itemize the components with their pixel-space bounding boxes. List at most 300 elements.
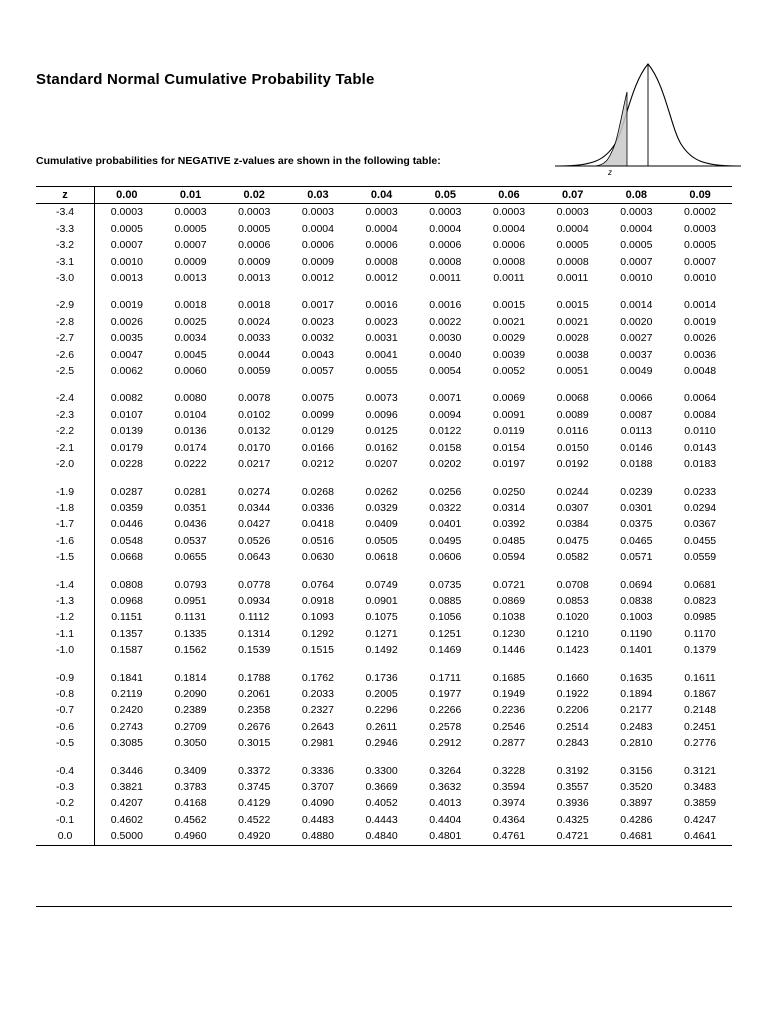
probability-cell: 0.0314 (492, 501, 526, 514)
row-header-z-value: -1.4 (36, 577, 95, 593)
probability-cell: 0.0004 (492, 222, 526, 235)
table-gap-z-cell (36, 752, 95, 763)
probability-cell: 0.0005 (174, 222, 207, 235)
probability-cell: 0.3372 (238, 764, 271, 777)
table-gap-cell (668, 566, 732, 577)
probability-cell: 0.1170 (684, 627, 716, 640)
probability-cell: 0.0006 (301, 239, 334, 252)
table-gap-cell (95, 473, 159, 484)
column-header-002: 0.02 (222, 187, 286, 204)
probability-cell: 0.2611 (365, 720, 398, 733)
probability-cell: 0.1251 (429, 627, 462, 640)
table-row (36, 204, 732, 221)
probability-cell: 0.0125 (365, 425, 398, 438)
table-bottom-rule (36, 906, 732, 907)
probability-cell: 0.0606 (429, 551, 462, 564)
probability-cell: 0.2578 (429, 720, 462, 733)
table-gap-cell (286, 566, 350, 577)
table-row (36, 593, 732, 609)
probability-cell: 0.1314 (238, 627, 271, 640)
probability-cell: 0.0384 (556, 518, 589, 531)
table-row (36, 828, 732, 845)
probability-cell: 0.0013 (238, 272, 271, 285)
probability-cell: 0.1292 (301, 627, 334, 640)
table-gap-cell (286, 752, 350, 763)
probability-cell: 0.1977 (429, 687, 462, 700)
probability-cell: 0.0582 (556, 551, 589, 564)
probability-cell: 0.0516 (301, 534, 334, 547)
probability-cell: 0.0013 (110, 272, 143, 285)
table-gap-cell (477, 566, 541, 577)
probability-cell: 0.0102 (238, 408, 271, 421)
probability-cell: 0.1515 (301, 644, 334, 657)
table-gap-cell (286, 379, 350, 390)
probability-cell: 0.0158 (429, 441, 462, 454)
probability-cell: 0.0526 (238, 534, 271, 547)
probability-cell: 0.2358 (238, 704, 271, 717)
probability-cell: 0.0129 (301, 425, 334, 438)
probability-cell: 0.0681 (684, 578, 717, 591)
table-gap-cell (413, 379, 477, 390)
probability-cell: 0.0004 (620, 222, 653, 235)
row-header-z-value: -0.1 (36, 812, 95, 828)
table-gap-z-cell (36, 286, 95, 297)
row-header-z-value: -1.6 (36, 533, 95, 549)
table-row (36, 516, 732, 532)
probability-cell: 0.0025 (174, 315, 207, 328)
probability-cell: 0.2912 (429, 737, 462, 750)
probability-cell: 0.0009 (301, 255, 334, 268)
probability-cell: 0.0853 (556, 594, 589, 607)
probability-cell: 0.0162 (365, 441, 398, 454)
probability-cell: 0.2676 (238, 720, 271, 733)
table-row (36, 670, 732, 686)
probability-cell: 0.0183 (684, 458, 717, 471)
probability-cell: 0.0179 (110, 441, 143, 454)
probability-cell: 0.0062 (110, 365, 143, 378)
table-gap-cell (286, 659, 350, 670)
column-header-009: 0.09 (668, 187, 732, 204)
probability-cell: 0.1814 (174, 671, 207, 684)
probability-cell: 0.1867 (684, 687, 717, 700)
probability-cell: 0.3409 (174, 764, 207, 777)
table-gap-cell (605, 379, 669, 390)
probability-cell: 0.4920 (222, 828, 286, 845)
probability-cell: 0.0655 (174, 551, 207, 564)
table-row (36, 735, 732, 751)
probability-cell: 0.2877 (492, 737, 526, 750)
probability-cell: 0.0174 (174, 441, 207, 454)
probability-cell: 0.2119 (111, 687, 143, 700)
row-header-z-value: -2.8 (36, 314, 95, 330)
probability-cell: 0.0024 (238, 315, 271, 328)
probability-cell: 0.0019 (684, 315, 717, 328)
probability-cell: 0.0021 (492, 315, 526, 328)
table-gap-cell (159, 286, 223, 297)
table-gap-cell (477, 473, 541, 484)
probability-cell: 0.0869 (492, 594, 526, 607)
probability-cell: 0.4443 (365, 813, 398, 826)
probability-cell: 0.0034 (174, 332, 207, 345)
probability-cell: 0.0901 (365, 594, 398, 607)
probability-cell: 0.4325 (556, 813, 589, 826)
table-gap-cell (95, 379, 159, 390)
probability-cell: 0.0823 (684, 594, 717, 607)
table-gap-cell (95, 659, 159, 670)
probability-cell: 0.0281 (174, 485, 207, 498)
probability-cell: 0.0022 (429, 315, 462, 328)
probability-cell: 0.1056 (429, 611, 462, 624)
table-gap-cell (413, 659, 477, 670)
probability-cell: 0.0003 (556, 206, 589, 219)
probability-cell: 0.2483 (620, 720, 653, 733)
table-row (36, 549, 732, 565)
row-header-z-value: -2.1 (36, 440, 95, 456)
probability-cell: 0.0016 (429, 299, 462, 312)
probability-cell: 0.3707 (301, 781, 334, 793)
table-row (36, 795, 732, 811)
table-gap-cell (286, 286, 350, 297)
probability-cell: 0.2709 (174, 720, 207, 733)
row-header-z-value: -1.1 (36, 626, 95, 642)
probability-cell: 0.0039 (492, 348, 526, 361)
probability-cell: 0.0002 (684, 206, 717, 219)
probability-cell: 0.1635 (620, 671, 653, 684)
probability-cell: 0.4364 (492, 813, 526, 826)
probability-cell: 0.2061 (238, 687, 271, 700)
table-header-row (36, 187, 732, 204)
probability-cell: 0.1271 (365, 627, 398, 640)
table-row (36, 330, 732, 346)
probability-cell: 0.0003 (684, 222, 717, 235)
row-header-z-value: -0.8 (36, 686, 95, 702)
table-gap-cell (541, 286, 605, 297)
table-gap-z-cell (36, 566, 95, 577)
table-gap-cell (541, 566, 605, 577)
probability-cell: 0.0170 (238, 441, 271, 454)
table-gap-cell (605, 752, 669, 763)
probability-cell: 0.0021 (556, 315, 589, 328)
probability-cell: 0.0721 (492, 578, 526, 591)
probability-cell: 0.3557 (556, 781, 589, 793)
normal-curve-figure (553, 48, 743, 178)
probability-cell: 0.0212 (301, 458, 334, 471)
column-header-004: 0.04 (350, 187, 414, 204)
probability-cell: 0.0110 (684, 425, 716, 438)
probability-cell: 0.0455 (684, 534, 717, 547)
table-group-gap (36, 379, 732, 390)
table-gap-cell (222, 286, 286, 297)
probability-cell: 0.0793 (174, 578, 207, 591)
probability-cell: 0.0643 (238, 551, 271, 564)
probability-cell: 0.0192 (556, 458, 589, 471)
probability-cell: 0.0057 (301, 365, 334, 378)
row-header-z-value: -1.0 (36, 642, 95, 658)
table-row (36, 500, 732, 516)
probability-cell: 0.0764 (301, 578, 334, 591)
probability-cell: 0.0409 (365, 518, 398, 531)
probability-cell: 0.0329 (365, 501, 398, 514)
table-group-gap (36, 286, 732, 297)
row-header-z-value: -2.3 (36, 407, 95, 423)
probability-cell: 0.1562 (174, 644, 207, 657)
probability-cell: 0.0274 (238, 485, 271, 498)
table-row (36, 577, 732, 593)
probability-cell: 0.1539 (238, 644, 271, 657)
probability-cell: 0.0749 (365, 578, 398, 591)
probability-cell: 0.0010 (110, 255, 143, 268)
probability-cell: 0.0351 (174, 501, 207, 514)
probability-cell: 0.0005 (684, 239, 717, 252)
probability-cell: 0.3745 (238, 781, 271, 793)
probability-cell: 0.0075 (301, 392, 334, 405)
probability-cell: 0.0256 (429, 485, 462, 498)
row-header-z-value: -1.3 (36, 593, 95, 609)
probability-cell: 0.4641 (668, 828, 732, 845)
probability-cell: 0.0436 (174, 518, 207, 531)
probability-cell: 0.0250 (492, 485, 526, 498)
probability-cell: 0.3974 (492, 797, 526, 810)
probability-cell: 0.0043 (301, 348, 334, 361)
probability-cell: 0.0014 (684, 299, 717, 312)
probability-cell: 0.1736 (365, 671, 398, 684)
probability-cell: 0.2451 (684, 720, 717, 733)
probability-cell: 0.4013 (429, 797, 462, 810)
table-gap-cell (605, 659, 669, 670)
probability-cell: 0.0087 (620, 408, 653, 421)
probability-cell: 0.0031 (365, 332, 398, 345)
table-row (36, 363, 732, 379)
table-row (36, 719, 732, 735)
probability-cell: 0.1093 (301, 611, 334, 624)
probability-cell: 0.0071 (429, 392, 462, 405)
probability-cell: 0.0630 (301, 551, 334, 564)
probability-cell: 0.0708 (556, 578, 589, 591)
row-header-z-value: 0.0 (36, 828, 95, 845)
probability-cell: 0.3085 (110, 737, 143, 750)
probability-cell: 0.2266 (429, 704, 462, 717)
table-row (36, 484, 732, 500)
table-gap-cell (159, 566, 223, 577)
table-row (36, 221, 732, 237)
probability-cell: 0.0004 (429, 222, 462, 235)
probability-cell: 0.0571 (620, 551, 653, 564)
probability-cell: 0.0059 (238, 365, 271, 378)
probability-cell: 0.0037 (620, 348, 653, 361)
probability-cell: 0.2177 (620, 704, 653, 717)
probability-cell: 0.2776 (684, 737, 717, 750)
column-header-003: 0.03 (286, 187, 350, 204)
probability-cell: 0.0307 (556, 501, 589, 514)
probability-cell: 0.0004 (556, 222, 589, 235)
probability-cell: 0.2236 (492, 704, 526, 717)
table-row (36, 609, 732, 625)
row-header-z-value: -3.0 (36, 270, 95, 286)
probability-cell: 0.0003 (429, 206, 462, 219)
probability-cell: 0.0008 (556, 255, 589, 268)
probability-cell: 0.0005 (110, 222, 143, 235)
row-header-z-value: -0.3 (36, 779, 95, 795)
row-header-z-value: -3.2 (36, 237, 95, 253)
probability-cell: 0.0475 (556, 534, 589, 547)
probability-cell: 0.0005 (556, 239, 589, 252)
row-header-z-value: -3.1 (36, 254, 95, 270)
probability-cell: 0.4090 (301, 797, 334, 810)
probability-cell: 0.1190 (620, 627, 653, 640)
table-gap-cell (413, 473, 477, 484)
table-gap-cell (605, 473, 669, 484)
probability-cell: 0.3156 (620, 764, 653, 777)
probability-cell: 0.3936 (556, 797, 589, 810)
probability-cell: 0.2643 (301, 720, 334, 733)
probability-cell: 0.4286 (620, 813, 653, 826)
probability-cell: 0.0011 (557, 272, 589, 285)
probability-cell: 0.0262 (365, 485, 398, 498)
probability-cell: 0.0146 (620, 441, 653, 454)
probability-cell: 0.0985 (684, 611, 717, 624)
probability-cell: 0.2327 (301, 704, 334, 717)
probability-cell: 0.3783 (174, 781, 207, 793)
table-gap-cell (159, 659, 223, 670)
probability-cell: 0.1660 (556, 671, 589, 684)
column-header-005: 0.05 (413, 187, 477, 204)
probability-cell: 0.0222 (174, 458, 207, 471)
probability-cell: 0.0010 (620, 272, 653, 285)
probability-cell: 0.1401 (620, 644, 653, 657)
probability-cell: 0.0485 (492, 534, 526, 547)
probability-cell: 0.0066 (620, 392, 653, 405)
row-header-z-value: -0.7 (36, 702, 95, 718)
table-row (36, 812, 732, 828)
probability-cell: 0.0013 (174, 272, 207, 285)
probability-cell: 0.0038 (556, 348, 589, 361)
probability-cell: 0.2810 (620, 737, 653, 750)
table-gap-cell (668, 286, 732, 297)
probability-cell: 0.3520 (620, 781, 653, 793)
probability-cell: 0.1469 (429, 644, 462, 657)
probability-cell: 0.3192 (556, 764, 589, 777)
probability-cell: 0.0006 (365, 239, 398, 252)
probability-cell: 0.1611 (684, 671, 716, 684)
probability-cell: 0.0048 (684, 365, 717, 378)
table-row (36, 763, 732, 779)
probability-cell: 0.0016 (365, 299, 398, 312)
probability-cell: 0.0052 (492, 365, 526, 378)
probability-cell: 0.0040 (429, 348, 462, 361)
probability-cell: 0.0018 (174, 299, 207, 312)
probability-cell: 0.0028 (556, 332, 589, 345)
table-gap-cell (477, 379, 541, 390)
probability-cell: 0.0150 (556, 441, 589, 454)
table-gap-cell (222, 659, 286, 670)
probability-cell: 0.0778 (238, 578, 271, 591)
probability-cell: 0.0446 (110, 518, 143, 531)
table-body (36, 204, 732, 845)
probability-cell: 0.1335 (174, 627, 207, 640)
probability-cell: 0.0008 (365, 255, 398, 268)
probability-cell: 0.0344 (238, 501, 271, 514)
table-gap-cell (477, 659, 541, 670)
table-gap-cell (413, 286, 477, 297)
probability-cell: 0.3336 (301, 764, 334, 777)
probability-cell: 0.0668 (110, 551, 143, 564)
table-row (36, 297, 732, 313)
probability-cell: 0.0188 (620, 458, 653, 471)
probability-cell: 0.0004 (365, 222, 398, 235)
probability-cell: 0.4562 (174, 813, 207, 826)
table-row (36, 390, 732, 406)
probability-cell: 0.3015 (238, 737, 271, 750)
probability-cell: 0.0107 (110, 408, 143, 421)
table-gap-cell (222, 379, 286, 390)
table-row (36, 779, 732, 795)
probability-cell: 0.2005 (365, 687, 398, 700)
probability-cell: 0.3594 (492, 781, 526, 793)
probability-cell: 0.0091 (492, 408, 526, 421)
page-subtitle: Cumulative probabilities for NEGATIVE z-values are shown in the following table: (36, 155, 441, 167)
column-header-000: 0.00 (95, 187, 159, 204)
probability-cell: 0.2206 (556, 704, 589, 717)
row-header-z-value: -2.4 (36, 390, 95, 406)
table-gap-cell (350, 659, 414, 670)
table-row (36, 254, 732, 270)
row-header-z-value: -0.5 (36, 735, 95, 751)
probability-cell: 0.0041 (365, 348, 398, 361)
probability-cell: 0.1038 (492, 611, 526, 624)
probability-cell: 0.0007 (110, 239, 143, 252)
table-gap-cell (95, 752, 159, 763)
probability-cell: 0.0023 (365, 315, 398, 328)
row-header-z-value: -1.8 (36, 500, 95, 516)
probability-cell: 0.0465 (620, 534, 653, 547)
probability-cell: 0.0080 (174, 392, 207, 405)
column-header-008: 0.08 (605, 187, 669, 204)
probability-cell: 0.4602 (110, 813, 143, 826)
probability-cell: 0.0007 (174, 239, 207, 252)
probability-cell: 0.0005 (238, 222, 271, 235)
probability-cell: 0.0143 (684, 441, 717, 454)
probability-cell: 0.0003 (238, 206, 271, 219)
probability-cell: 0.0239 (620, 485, 653, 498)
probability-cell: 0.0027 (620, 332, 653, 345)
probability-cell: 0.3121 (684, 764, 717, 777)
row-header-z-value: -0.9 (36, 670, 95, 686)
z-table (36, 186, 732, 846)
probability-cell: 0.4129 (238, 797, 271, 810)
probability-cell: 0.0808 (110, 578, 143, 591)
probability-cell: 0.0207 (365, 458, 398, 471)
probability-cell: 0.0012 (301, 272, 334, 285)
table-row (36, 533, 732, 549)
probability-cell: 0.0003 (365, 206, 398, 219)
probability-cell: 0.0154 (492, 441, 526, 454)
row-header-z-value: -2.2 (36, 423, 95, 439)
probability-cell: 0.0084 (684, 408, 717, 421)
table-gap-cell (350, 286, 414, 297)
probability-cell: 0.0113 (620, 425, 653, 438)
probability-cell: 0.3228 (492, 764, 526, 777)
probability-cell: 0.0202 (429, 458, 462, 471)
probability-cell: 0.0010 (684, 272, 717, 285)
probability-cell: 0.0548 (110, 534, 143, 547)
probability-cell: 0.0035 (110, 332, 143, 345)
probability-cell: 0.4840 (350, 828, 414, 845)
curve-axis-label: z (608, 168, 612, 177)
probability-cell: 0.3300 (365, 764, 398, 777)
probability-cell: 0.2843 (556, 737, 589, 750)
probability-cell: 0.0003 (301, 206, 334, 219)
probability-cell: 0.0009 (174, 255, 207, 268)
